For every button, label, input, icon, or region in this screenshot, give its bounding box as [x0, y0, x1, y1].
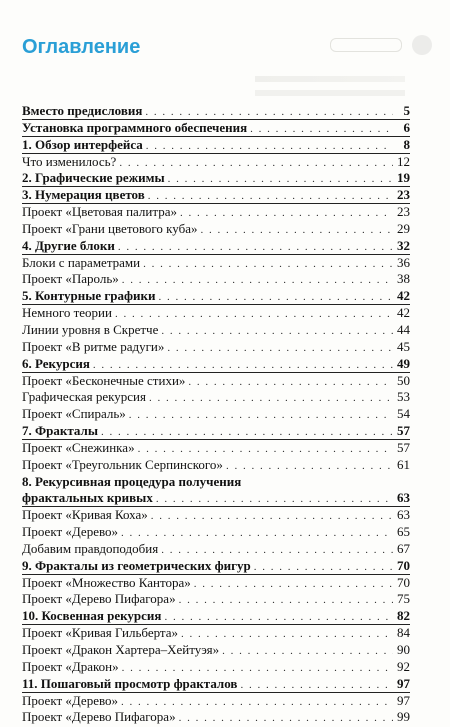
- toc-chapter-entry: [22, 423, 410, 440]
- toc-dot-leader: [121, 525, 393, 542]
- toc-page-number: 84: [397, 625, 410, 641]
- toc-entry-title: 4. Другие блоки: [22, 237, 115, 253]
- toc-page-number: 45: [397, 338, 410, 354]
- toc-section-entry: [22, 221, 410, 238]
- toc-dot-leader: [167, 340, 393, 357]
- toc-page-number: 36: [397, 254, 410, 270]
- toc-section-entry: [22, 642, 410, 659]
- toc-entry-title: 7. Фракталы: [22, 423, 98, 439]
- toc-dot-leader: [148, 188, 393, 205]
- toc-chapter-entry: [22, 170, 410, 187]
- toc-dot-leader: [121, 694, 393, 711]
- toc-dot-leader: [145, 104, 393, 121]
- toc-page-number: 50: [397, 372, 410, 388]
- toc-dot-leader: [122, 272, 393, 289]
- toc-entry-title: Проект «В ритме радуги»: [22, 338, 165, 354]
- toc-page-number: 6: [403, 119, 410, 135]
- toc-chapter-entry: [22, 187, 410, 204]
- toc-entry-title: Проект «Грани цветового куба»: [22, 220, 198, 236]
- bleed-through-tab: [330, 38, 402, 52]
- toc-section-entry: [22, 575, 410, 592]
- toc-page-number: 82: [397, 608, 410, 624]
- toc-entry-title: 11. Пошаговый просмотр фракталов: [22, 675, 238, 691]
- toc-section-entry: [22, 709, 410, 726]
- toc-chapter-entry: [22, 490, 410, 507]
- toc-page-number: 32: [397, 237, 410, 253]
- toc-page-number: 70: [397, 557, 410, 573]
- toc-section-entry: [22, 339, 410, 356]
- toc-page-number: 12: [397, 153, 410, 169]
- toc-page-number: 53: [397, 389, 410, 405]
- toc-section-entry: [22, 591, 410, 608]
- toc-entry-title: Блоки с параметрами: [22, 254, 141, 270]
- toc-entry-title: Графическая рекурсия: [22, 389, 146, 405]
- bleed-through-circle: [412, 35, 432, 55]
- toc-dot-leader: [179, 592, 393, 609]
- toc-page-number: 42: [397, 288, 410, 304]
- toc-section-entry: [22, 625, 410, 642]
- toc-dot-leader: [240, 677, 393, 694]
- toc-dot-leader: [122, 660, 393, 677]
- toc-page-number: 54: [397, 406, 410, 422]
- toc-dot-leader: [226, 458, 393, 475]
- toc-entry-title: Проект «Дракон Хартера–Хейтуэя»: [22, 642, 220, 657]
- toc-section-entry: [22, 507, 410, 524]
- toc-dot-leader: [158, 289, 393, 306]
- toc-section-entry: [22, 154, 410, 171]
- toc-section-entry: [22, 457, 410, 474]
- toc-page-number: 19: [397, 170, 410, 186]
- toc-entry-title: фрактальных кривых: [22, 490, 153, 506]
- toc-section-entry: [22, 322, 410, 339]
- toc-page-number: 90: [397, 642, 410, 657]
- toc-dot-leader: [149, 390, 393, 407]
- toc-section-entry: [22, 389, 410, 406]
- toc-dot-leader: [119, 155, 393, 172]
- toc-dot-leader: [146, 138, 393, 155]
- toc-page-number: 23: [397, 187, 410, 203]
- toc-chapter-entry: [22, 356, 410, 373]
- toc-section-entry: [22, 659, 410, 676]
- toc-page-number: 97: [397, 675, 410, 691]
- toc-page-number: 67: [397, 540, 410, 556]
- bleed-through-line: [255, 76, 405, 82]
- toc-entry-title: 8. Рекурсивная процедура получения: [22, 473, 242, 489]
- toc-entry-title: Проект «Пароль»: [22, 271, 119, 287]
- toc-dot-leader: [222, 643, 393, 660]
- toc-chapter-entry: [22, 608, 410, 625]
- toc-entry-title: Проект «Дерево»: [22, 524, 119, 540]
- toc-entry-title: 9. Фракталы из геометрических фигур: [22, 557, 251, 573]
- toc-page-number: 5: [403, 103, 410, 118]
- toc-dot-leader: [151, 508, 393, 525]
- toc-dot-leader: [129, 407, 393, 424]
- toc-dot-leader: [188, 374, 393, 391]
- toc-section-entry: [22, 541, 410, 558]
- toc-page-number: 42: [397, 305, 410, 321]
- toc-entry-title: Проект «Дракон»: [22, 658, 119, 674]
- toc-dot-leader: [194, 576, 393, 593]
- toc-section-entry: [22, 255, 410, 272]
- toc-section-entry: [22, 204, 410, 221]
- toc-chapter-entry: [22, 137, 410, 154]
- toc-section-entry: [22, 406, 410, 423]
- toc-page-number: 99: [397, 709, 410, 725]
- toc-chapter-entry: [22, 676, 410, 693]
- toc-entry-title: 3. Нумерация цветов: [22, 187, 145, 203]
- toc-dot-leader: [200, 222, 393, 239]
- toc-entry-title: Проект «Кривая Гильберта»: [22, 625, 179, 641]
- toc-dot-leader: [161, 323, 393, 340]
- toc-entry-title: Проект «Цветовая палитра»: [22, 204, 177, 220]
- toc-entry-title: Проект «Кривая Коха»: [22, 507, 148, 523]
- toc-chapter-entry: [22, 103, 410, 120]
- toc-dot-leader: [180, 205, 393, 222]
- table-of-contents: [22, 103, 410, 726]
- toc-page-number: 70: [397, 574, 410, 590]
- toc-dot-leader: [143, 256, 393, 273]
- toc-entry-title: Проект «Треугольник Серпинского»: [22, 456, 223, 472]
- toc-page-number: 57: [397, 423, 410, 439]
- toc-page-number: 49: [397, 355, 410, 371]
- bleed-through-line: [255, 90, 405, 96]
- toc-entry-title: 1. Обзор интерфейса: [22, 136, 143, 152]
- toc-dot-leader: [118, 239, 393, 256]
- toc-entry-title: 2. Графические режимы: [22, 170, 165, 186]
- toc-entry-title: Вместо предисловия: [22, 103, 143, 118]
- toc-dot-leader: [181, 626, 393, 643]
- toc-dot-leader: [101, 424, 393, 441]
- toc-entry-title: Линии уровня в Скретче: [22, 321, 159, 337]
- toc-page-number: 57: [397, 439, 410, 455]
- toc-entry-title: 5. Контурные графики: [22, 288, 156, 304]
- page-title: Оглавление: [22, 36, 141, 58]
- toc-entry-title: Проект «Спираль»: [22, 406, 126, 422]
- toc-page-number: 8: [403, 136, 410, 152]
- toc-chapter-entry: [22, 120, 410, 137]
- toc-section-entry: [22, 440, 410, 457]
- toc-entry-title: Проект «Снежинка»: [22, 439, 135, 455]
- toc-entry-title: Проект «Дерево Пифагора»: [22, 591, 176, 607]
- toc-dot-leader: [156, 491, 393, 508]
- toc-page-number: 97: [397, 692, 410, 708]
- toc-page-number: 61: [397, 456, 410, 472]
- toc-dot-leader: [115, 306, 393, 323]
- toc-dot-leader: [250, 121, 393, 138]
- toc-entry-title: Немного теории: [22, 305, 112, 321]
- toc-entry-title: Что изменилось?: [22, 153, 117, 169]
- toc-page-number: 92: [397, 658, 410, 674]
- toc-dot-leader: [138, 441, 393, 458]
- toc-dot-leader: [161, 542, 393, 559]
- toc-entry-title: Добавим правдоподобия: [22, 540, 159, 556]
- toc-page-number: 23: [397, 204, 410, 220]
- toc-section-entry: [22, 373, 410, 390]
- toc-section-entry: [22, 693, 410, 710]
- toc-chapter-entry: [22, 238, 410, 255]
- toc-page-number: 29: [397, 220, 410, 236]
- toc-page-number: 63: [397, 507, 410, 523]
- toc-page-number: 38: [397, 271, 410, 287]
- toc-entry-title: Проект «Дерево Пифагора»: [22, 709, 176, 725]
- toc-page-number: 44: [397, 321, 410, 337]
- toc-dot-leader: [164, 609, 393, 626]
- toc-dot-leader: [93, 357, 393, 374]
- toc-page-number: 75: [397, 591, 410, 607]
- toc-dot-leader: [168, 171, 393, 188]
- toc-dot-leader: [179, 710, 393, 727]
- toc-dot-leader: [254, 559, 393, 576]
- toc-page-number: 63: [397, 490, 410, 506]
- toc-entry-title: 10. Косвенная рекурсия: [22, 608, 162, 624]
- toc-section-entry: [22, 524, 410, 541]
- toc-entry-title: Проект «Дерево»: [22, 692, 119, 708]
- toc-chapter-entry: [22, 474, 410, 491]
- toc-chapter-entry: [22, 558, 410, 575]
- toc-section-entry: [22, 305, 410, 322]
- toc-entry-title: Проект «Бесконечные стихи»: [22, 372, 186, 388]
- toc-entry-title: 6. Рекурсия: [22, 355, 90, 371]
- toc-chapter-entry: [22, 288, 410, 305]
- toc-section-entry: [22, 271, 410, 288]
- toc-entry-title: Проект «Множество Кантора»: [22, 574, 191, 590]
- toc-page-number: 65: [397, 524, 410, 540]
- toc-entry-title: Установка программного обеспечения: [22, 119, 248, 135]
